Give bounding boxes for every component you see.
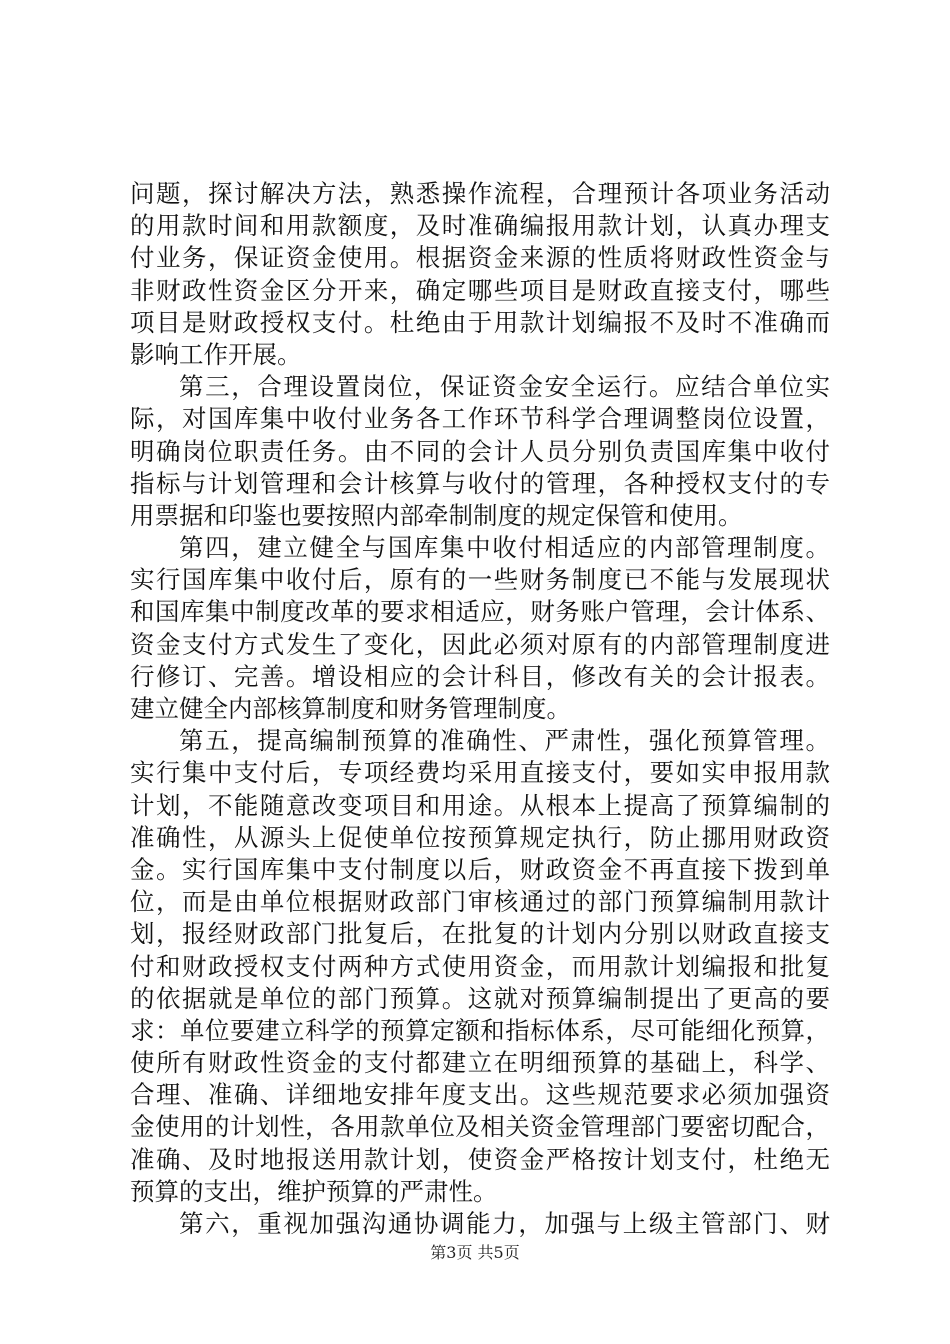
text-line: 位，而是由单位根据财政部门审核通过的部门预算编制用款计 <box>130 887 830 917</box>
document-body <box>130 178 830 1240</box>
text-line: 第四，建立健全与国库集中收付相适应的内部管理制度。 <box>179 533 830 563</box>
text-line: 明确岗位职责任务。由不同的会计人员分别负责国库集中收付 <box>130 436 830 466</box>
text-line: 付和财政授权支付两种方式使用资金，而用款计划编报和批复 <box>130 951 830 981</box>
text-line: 影响工作开展。 <box>130 339 302 369</box>
text-line: 项目是财政授权支付。杜绝由于用款计划编报不及时不准确而 <box>130 307 830 337</box>
text-line: 计划，不能随意改变项目和用途。从根本上提高了预算编制的 <box>130 790 830 820</box>
text-line: 预算的支出，维护预算的严肃性。 <box>130 1176 498 1206</box>
text-line: 行修订、完善。增设相应的会计科目，修改有关的会计报表。 <box>130 661 830 691</box>
text-line: 金。实行国库集中支付制度以后，财政资金不再直接下拨到单 <box>130 854 830 884</box>
text-line: 非财政性资金区分开来，确定哪些项目是财政直接支付，哪些 <box>130 275 830 305</box>
text-line: 付业务，保证资金使用。根据资金来源的性质将财政性资金与 <box>130 243 830 273</box>
text-line: 实行集中支付后，专项经费均采用直接支付，要如实申报用款 <box>130 758 830 788</box>
page-footer: 第3页 共5页 <box>430 1243 520 1262</box>
text-line: 的用款时间和用款额度，及时准确编报用款计划，认真办理支 <box>130 211 830 241</box>
text-line: 资金支付方式发生了变化，因此必须对原有的内部管理制度进 <box>130 629 830 659</box>
text-line: 第五，提高编制预算的准确性、严肃性，强化预算管理。 <box>179 726 830 756</box>
text-line: 第三，合理设置岗位，保证资金安全运行。应结合单位实 <box>179 372 830 402</box>
text-line: 准确性，从源头上促使单位按预算规定执行，防止挪用财政资 <box>130 822 830 852</box>
text-line: 和国库集中制度改革的要求相适应，财务账户管理，会计体系、 <box>130 597 830 627</box>
text-line: 指标与计划管理和会计核算与收付的管理，各种授权支付的专 <box>130 468 830 498</box>
text-line: 求：单位要建立科学的预算定额和指标体系，尽可能细化预算， <box>130 1015 830 1045</box>
text-line: 使所有财政性资金的支付都建立在明细预算的基础上，科学、 <box>130 1048 830 1078</box>
text-line: 划，报经财政部门批复后，在批复的计划内分别以财政直接支 <box>130 919 830 949</box>
text-line: 实行国库集中收付后，原有的一些财务制度已不能与发展现状 <box>130 565 830 595</box>
text-line: 金使用的计划性，各用款单位及相关资金管理部门要密切配合， <box>130 1112 830 1142</box>
text-line: 第六，重视加强沟通协调能力，加强与上级主管部门、财 <box>179 1209 830 1238</box>
text-line: 问题，探讨解决方法，熟悉操作流程，合理预计各项业务活动 <box>130 179 830 208</box>
text-line: 际，对国库集中收付业务各工作环节科学合理调整岗位设置， <box>130 404 830 434</box>
text-line: 合理、准确、详细地安排年度支出。这些规范要求必须加强资 <box>130 1080 830 1110</box>
text-line: 建立健全内部核算制度和财务管理制度。 <box>130 694 571 723</box>
text-line: 的依据就是单位的部门预算。这就对预算编制提出了更高的要 <box>130 983 830 1013</box>
text-line: 准确、及时地报送用款计划，使资金严格按计划支付，杜绝无 <box>130 1144 830 1174</box>
text-line: 用票据和印鉴也要按照内部牵制制度的规定保管和使用。 <box>130 500 743 530</box>
